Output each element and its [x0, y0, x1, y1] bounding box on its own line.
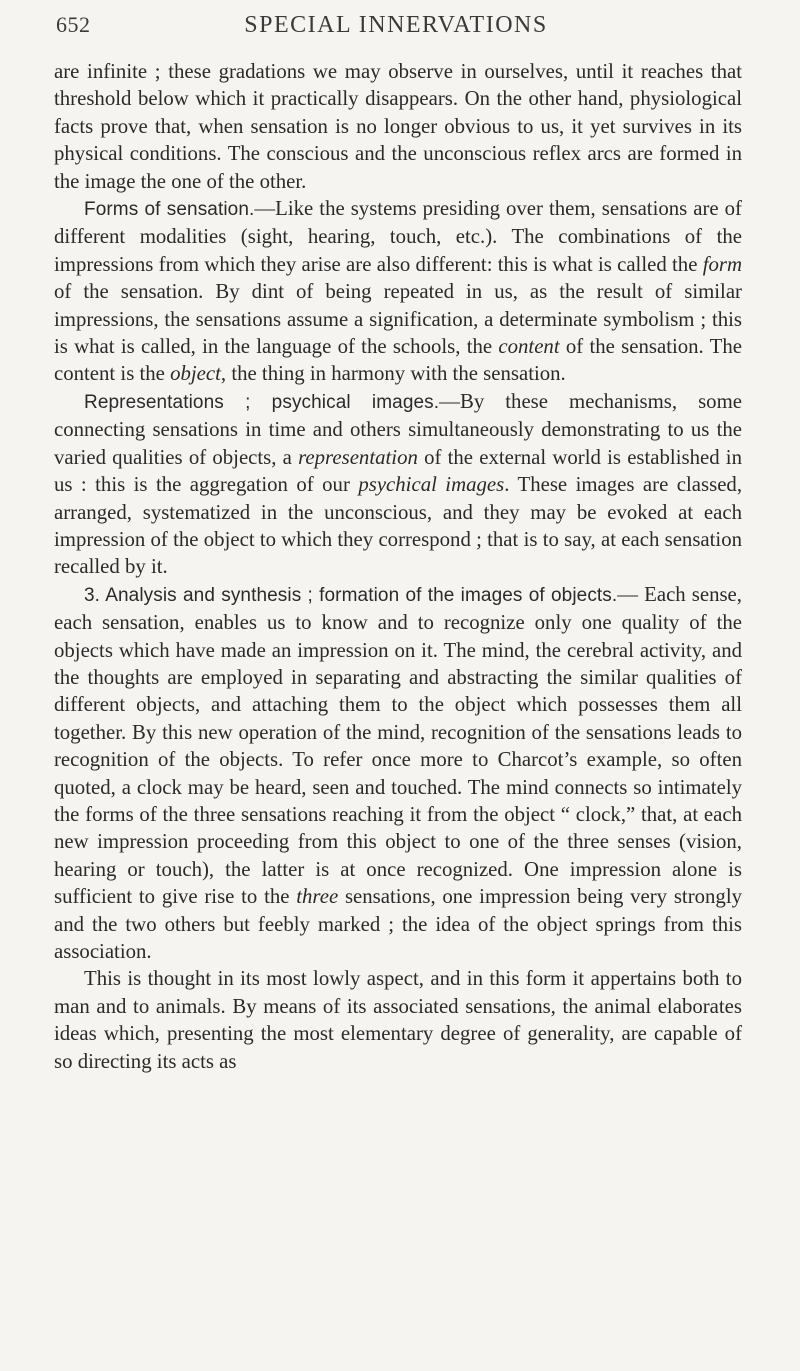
text-run: . These images are classed, arranged, systematized in the unconscious, and they may be evoked at each impression of the object to which they correspond ; that is to say, at each sensation recalled by it. [54, 473, 743, 579]
section-heading: Forms of sensation. [84, 199, 255, 221]
paragraph-4 [54, 581, 742, 966]
paragraph-2 [54, 195, 742, 388]
italic-text: three [296, 885, 339, 909]
italic-text: object [170, 362, 221, 386]
paragraph-5 [54, 965, 742, 1075]
text-run: , the thing in harmony with the sensation. [220, 362, 566, 386]
text-run: of the sensation. By dint of being repeated in us, as the result of similar impressions, the sensations assume a signification, a determinate symbolism ; this is what is called, in the language of the schools, the [54, 280, 742, 359]
running-head: SPECIAL INNERVATIONS [244, 12, 548, 38]
italic-text: psychical images [358, 473, 505, 497]
italic-text: content [498, 335, 560, 359]
text-run: of the external world is established in us : this is the aggregation of our [54, 445, 742, 497]
text-run: This is thought in its most lowly aspect, and in this form it appertains both to man and to animals. By means of its associated sensations, the animal elaborates ideas which, presenting the most elementary degree of generality, are capable of so directing its acts as [54, 967, 742, 1073]
page-number: 652 [56, 12, 91, 37]
body-text [54, 58, 742, 1075]
italic-text: form [702, 252, 742, 276]
text-run: are infinite ; these gradations we may observe in ourselves, until it reaches that threshold below which it practically disappears. On the other hand, physiological facts prove that, when sensation is no longer obvious to us, it yet survives in its physical conditions. The conscious and the unconscious reflex arcs are formed in the image the one of the other. [54, 60, 742, 193]
text-run: — Each sense, each sensation, enables us to know and to recognize only one quality of the objects which have made an impression on it. The mind, the cerebral activity, and the thoughts are employed in separating and abstracting the similar qualities of different objects, and attaching them to the object which possesses them all together. By this new operation of the mind, recognition of the sensations leads to recognition of the objects. To refer once more to Charcot’s example, so often quoted, a clock may be heard, seen and touched. The mind connects so intimately the forms of the three sensations reaching it from the object “ clock,” that, at each new impression proceeding from this object to one of the three senses (vision, hearing or touch), the latter is at once recognized. One impression alone is sufficient to give rise to the [54, 582, 742, 909]
section-heading: Representations ; psychical images. [84, 391, 440, 413]
text-run: —Like the systems presiding over them, sensations are of different modalities (sight, hearing, touch, etc.). The combinations of the impressions from which they arise are also different: this is what is called the [54, 197, 742, 276]
page-header [56, 12, 736, 52]
paragraph-1 [54, 58, 742, 195]
section-heading: 3. Analysis and synthesis ; formation of the images of objects. [84, 584, 618, 606]
paragraph-3 [54, 388, 742, 581]
text-run: —By these mechanisms, some connecting sensations in time and others simultaneously demonstrating to us the varied qualities of objects, a [54, 389, 742, 469]
italic-text: representation [298, 445, 418, 469]
text-run: sensations, one impression being very strongly and the two others but feebly marked ; the idea of the object springs from this association. [54, 885, 742, 963]
text-run: of the sensation. The content is the [54, 335, 742, 386]
